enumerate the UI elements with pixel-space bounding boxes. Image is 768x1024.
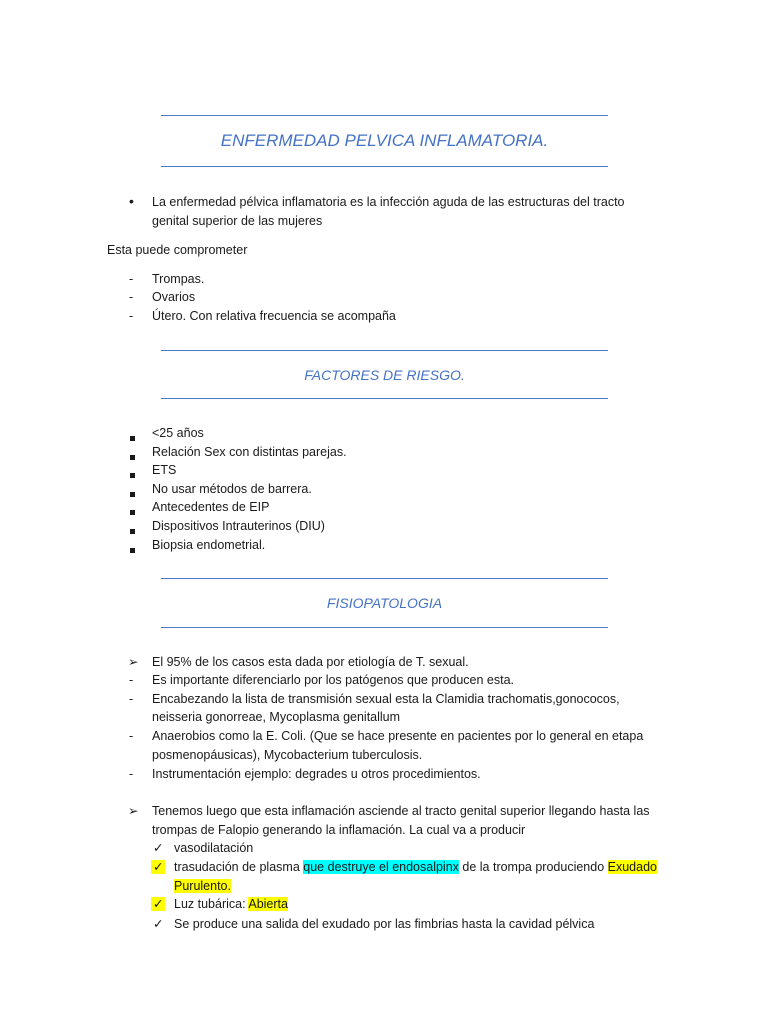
fisio-dash-item: Encabezando la lista de transmisión sexual esta la Clamidia trachomatis,gonococos, [152, 692, 620, 706]
highlight-yellow-text: Exudado [607, 860, 657, 874]
dash-marker: - [129, 272, 134, 286]
dash-marker: - [129, 309, 134, 323]
fisio-top-rule [161, 578, 608, 579]
fisio-dash-item-cont: neisseria gonorreae, Mycoplasma genitallum [152, 710, 401, 724]
square-bullet [130, 430, 135, 444]
highlight-yellow-text: Purulento. [174, 879, 231, 893]
arrow-bullet: ➢ [128, 804, 139, 818]
square-bullet [130, 467, 135, 481]
bullet-dot: • [129, 193, 134, 209]
fisio-bottom-rule [161, 627, 608, 628]
check-icon: ✓ [153, 841, 164, 855]
square-bullet [130, 504, 135, 518]
title-bottom-rule [161, 166, 608, 167]
highlight-yellow-text: Abierta [248, 897, 288, 911]
riesgo-heading: FACTORES DE RIESGO. [304, 367, 465, 383]
fisio-arrow-item: Tenemos luego que esta inflamación asciende al tracto genital superior llegando hasta las [152, 804, 650, 818]
riesgo-bottom-rule [161, 398, 608, 399]
dash-marker: - [129, 767, 134, 781]
dash-item-trompas: Trompas. [152, 272, 205, 286]
square-bullet [130, 523, 135, 537]
check-text: de la trompa produciendo [458, 860, 608, 874]
check-icon-highlighted [151, 895, 165, 913]
riesgo-top-rule [161, 350, 608, 351]
square-bullet [130, 449, 135, 463]
check-item-exudado [174, 858, 657, 876]
arrow-bullet: ➢ [128, 655, 139, 669]
riesgo-item: No usar métodos de barrera. [152, 482, 312, 496]
riesgo-item: Dispositivos Intrauterinos (DIU) [152, 519, 325, 533]
check-icon-highlighted [151, 858, 165, 876]
intro-paragraph: Esta puede comprometer [107, 243, 248, 257]
check-icon: ✓ [153, 917, 164, 931]
check-item: Se produce una salida del exudado por las fimbrias hasta la cavidad pélvica [174, 917, 595, 931]
fisio-dash-item: Anaerobios como la E. Coli. (Que se hace presente en pacientes por lo general en etapa [152, 729, 644, 743]
dash-marker: - [129, 729, 134, 743]
dash-item-utero: Útero. Con relativa frecuencia se acompaña [152, 309, 396, 323]
riesgo-item: Relación Sex con distintas parejas. [152, 445, 347, 459]
fisio-dash-item: Instrumentación ejemplo: degrades u otros procedimientos. [152, 767, 481, 781]
riesgo-item: Biopsia endometrial. [152, 538, 266, 552]
check-item-luz [174, 895, 288, 913]
check-icon: ✓ [153, 860, 164, 874]
check-text: trasudación de plasma [174, 860, 304, 874]
dash-item-ovarios: Ovarios [152, 290, 196, 304]
highlight-cyan-text: que destruye el endosalpinx [303, 860, 459, 874]
fisio-heading: FISIOPATOLOGIA [326, 595, 443, 611]
intro-bullet-line2: genital superior de las mujeres [152, 214, 323, 228]
dash-marker: - [129, 290, 134, 304]
fisio-dash-item-cont: posmenopáusicas), Mycobacterium tuberculosis. [152, 748, 423, 762]
riesgo-item: ETS [152, 463, 177, 477]
fisio-arrow-item-cont: trompas de Falopio generando la inflamación. La cual va a producir [152, 823, 526, 837]
square-bullet [130, 542, 135, 556]
square-bullet [130, 486, 135, 500]
fisio-dash-item: Es importante diferenciarlo por los patógenos que producen esta. [152, 673, 515, 687]
check-icon: ✓ [153, 897, 164, 911]
check-item: vasodilatación [174, 841, 254, 855]
riesgo-item: <25 años [152, 426, 204, 440]
check-item-exudado-cont [174, 877, 231, 895]
dash-marker: - [129, 673, 134, 687]
dash-marker: - [129, 692, 134, 706]
riesgo-item: Antecedentes de EIP [152, 500, 270, 514]
title-top-rule [161, 115, 608, 116]
check-text: Luz tubárica: [174, 897, 249, 911]
fisio-arrow-item: El 95% de los casos esta dada por etiología de T. sexual. [152, 655, 469, 669]
document-title: ENFERMEDAD PELVICA INFLAMATORIA. [220, 131, 549, 150]
intro-bullet-line1: La enfermedad pélvica inflamatoria es la infección aguda de las estructuras del tracto [152, 195, 625, 209]
